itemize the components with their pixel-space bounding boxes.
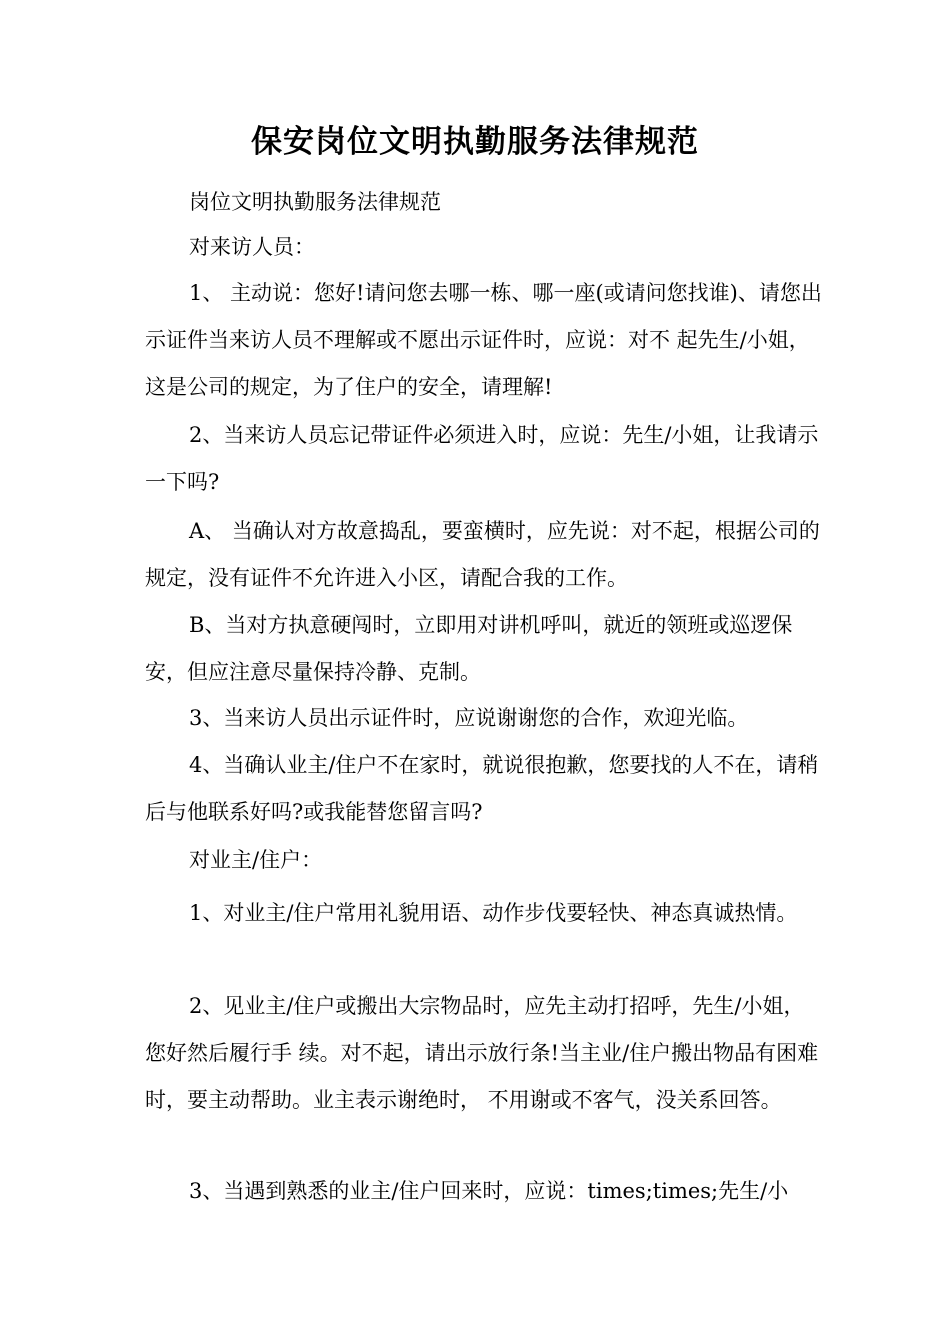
paragraph: 1、 主动说：您好!请问您去哪一栋、哪一座(或请问您找谁)、请您出示证件当来访人员不理解或不愿出示证件时，应说：对不 起先生/小姐，这是公司的规定，为了住户的安全，请理解!: [145, 281, 822, 399]
paragraph: 对业主/住户：: [189, 848, 323, 872]
paragraph: 3、当遇到熟悉的业主/住户回来时，应说：times;times;先生/小: [189, 1179, 789, 1203]
paragraph: A、 当确认对方故意捣乱，要蛮横时，应先说：对不起，根据公司的规定，没有证件不允许进入小区，请配合我的工作。: [145, 519, 820, 590]
paragraph: 1、对业主/住户常用礼貌用语、动作步伐要轻快、神态真诚热情。: [189, 901, 798, 925]
paragraph: 4、当确认业主/住户不在家时，就说很抱歉，您要找的人不在，请稍后与他联系好吗?或我能替您留言吗?: [145, 753, 819, 824]
paragraph: 对来访人员：: [189, 235, 315, 259]
paragraph: 2、当来访人员忘记带证件必须进入时，应说：先生/小姐，让我请示一下吗?: [145, 423, 819, 494]
paragraph: 2、见业主/住户或搬出大宗物品时，应先主动打招呼，先生/小姐，您好然后履行手 续。对不起，请出示放行条!当主业/住户搬出物品有困难时，要主动帮助。业主表示谢绝时， 不用谢或不客气，没关系回答。: [145, 994, 819, 1112]
paragraph: 岗位文明执勤服务法律规范: [189, 190, 441, 214]
paragraph: 3、当来访人员出示证件时，应说谢谢您的合作，欢迎光临。: [189, 706, 749, 730]
paragraph: B、当对方执意硬闯时，立即用对讲机呼叫，就近的领班或巡逻保安，但应注意尽量保持冷静、克制。: [145, 613, 793, 684]
document-title: 保安岗位文明执勤服务法律规范: [251, 124, 699, 160]
